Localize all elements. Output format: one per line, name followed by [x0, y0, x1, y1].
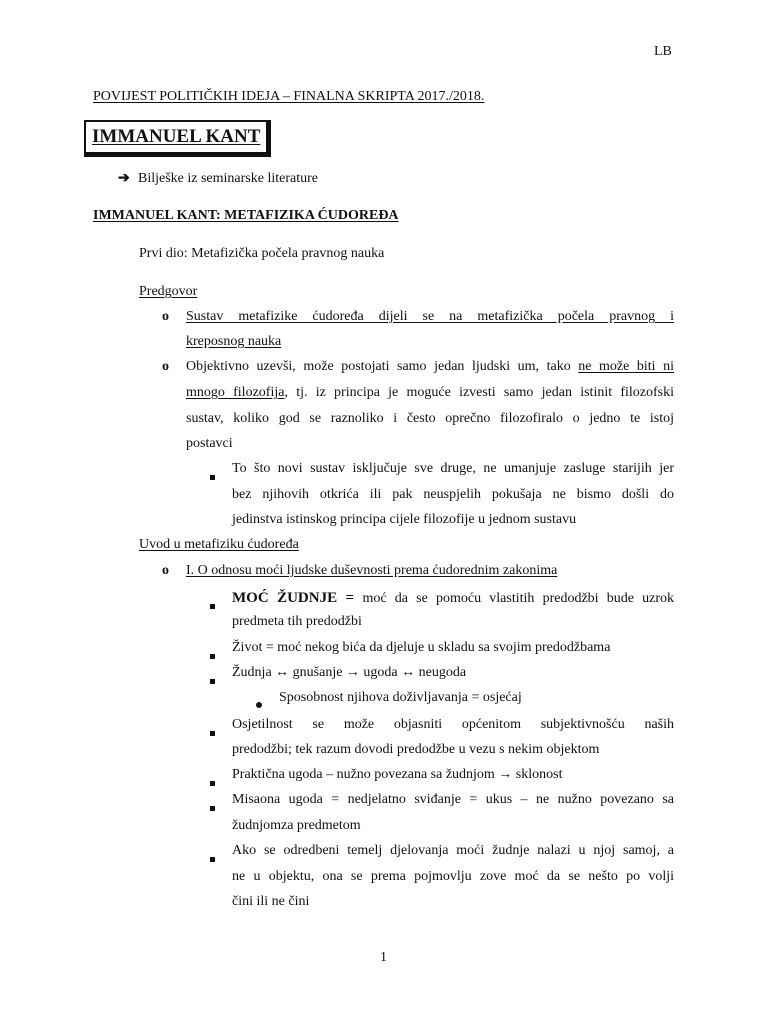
round-bullet-icon	[256, 695, 262, 713]
moc-zudnje-def: moć da se pomoću vlastitih predodžbi bude uzrok	[362, 591, 674, 606]
header-initials: LB	[654, 44, 672, 59]
arrow-right-icon: ➔	[118, 171, 130, 186]
moc-zudnje-term: MOĆ ŽUDNJE =	[232, 590, 363, 606]
square-bullet-icon	[210, 596, 215, 614]
uvod-b3-sub: Sposobnost njihova doživljavanja = osjećaj	[279, 690, 522, 705]
predgovor-sub1-line1: To što novi sustav isključuje sve druge, ne umanjuje zasluge starijih jer	[232, 461, 674, 476]
bullet-o-icon: o	[162, 359, 169, 374]
predgovor-item1-line1: Sustav metafizike ćudoređa dijeli se na metafizička počela pravnog i	[186, 309, 674, 324]
bullet-o-icon: o	[162, 309, 169, 324]
arrow-note	[118, 170, 318, 187]
uvod-b2: Život = moć nekog bića da djeluje u skladu sa svojim predodžbama	[232, 640, 611, 655]
uvod-b6-line1: Misaona ugoda = nedjelatno sviđanje = ukus – ne nužno povezano sa	[232, 792, 674, 807]
predgovor-item1-line2: kreposnog nauka	[186, 334, 282, 349]
arrow-note-text: Bilješke iz seminarske literature	[138, 171, 318, 186]
uvod-b7-line3: čini ili ne čini	[232, 894, 310, 909]
square-bullet-icon	[210, 671, 215, 689]
uvod-item1: I. O odnosu moći ljudske duševnosti prema ćudorednim zakonima	[186, 563, 558, 578]
uvod-b4-line2: predodžbi; tek razum dovodi predodžbe u vezu s nekim objektom	[232, 742, 600, 757]
uvod-b5: Praktična ugoda – nužno povezana sa žudnjom → sklonost	[232, 767, 563, 782]
predgovor-sub1-line2: bez njihovih otkrića ili pak neuspjelih pokušaja ne bismo došli do	[232, 487, 674, 502]
predgovor-heading: Predgovor	[139, 284, 198, 299]
uvod-b7-line2: ne u objektu, ona se prema pojmovlju zove moć da se nešto po volji	[232, 869, 674, 884]
page-number: 1	[380, 950, 387, 965]
uvod-b1-line2: predmeta tih predodžbi	[232, 614, 362, 629]
name-box-text: IMMANUEL KANT	[92, 126, 261, 147]
uvod-b4-line1: Osjetilnost se može objasniti općenitom subjektivnošću naših	[232, 717, 674, 732]
name-box	[84, 120, 271, 157]
part-one-heading: Prvi dio: Metafizička počela pravnog nauka	[139, 246, 385, 261]
predgovor-item2-line2	[186, 385, 674, 401]
item2-text: Objektivno uzevši, može postojati samo jedan ljudski um, tako	[186, 359, 579, 374]
uvod-b7-line1: Ako se odredbeni temelj djelovanja moći žudnje nalazi u njoj samoj, a	[232, 843, 674, 858]
section-title: IMMANUEL KANT: METAFIZIKA ĆUDOREĐA	[93, 208, 399, 223]
uvod-b1-line1	[232, 590, 674, 607]
predgovor-item2-line4: postavci	[186, 436, 233, 451]
square-bullet-icon	[210, 646, 215, 664]
predgovor-sub1-line3: jedinstva istinskog principa cijele filozofije u jednom sustavu	[232, 512, 577, 527]
item2-underlined: ne može biti ni	[578, 359, 674, 374]
uvod-heading: Uvod u metafiziku ćudoređa	[139, 537, 299, 552]
uvod-b6-line2: žudnjomza predmetom	[232, 818, 361, 833]
square-bullet-icon	[210, 467, 215, 485]
square-bullet-icon	[210, 723, 215, 741]
item2-text-2: , tj. iz principa je moguće izvesti samo jedan istinit filozofski	[284, 385, 675, 400]
square-bullet-icon	[210, 798, 215, 816]
predgovor-item2-line1	[186, 359, 674, 375]
uvod-b3: Žudnja ↔ gnušanje → ugoda ↔ neugoda	[232, 665, 467, 680]
square-bullet-icon	[210, 773, 215, 791]
bullet-o-icon: o	[162, 563, 169, 578]
course-title: POVIJEST POLITIČKIH IDEJA – FINALNA SKRIPTA 2017./2018.	[93, 89, 485, 104]
square-bullet-icon	[210, 849, 215, 867]
predgovor-item2-line3: sustav, koliko god se raznoliko i često oprečno filozofiralo o jedno te istoj	[186, 411, 674, 426]
item2-underlined-2: mnogo filozofija	[186, 385, 285, 400]
